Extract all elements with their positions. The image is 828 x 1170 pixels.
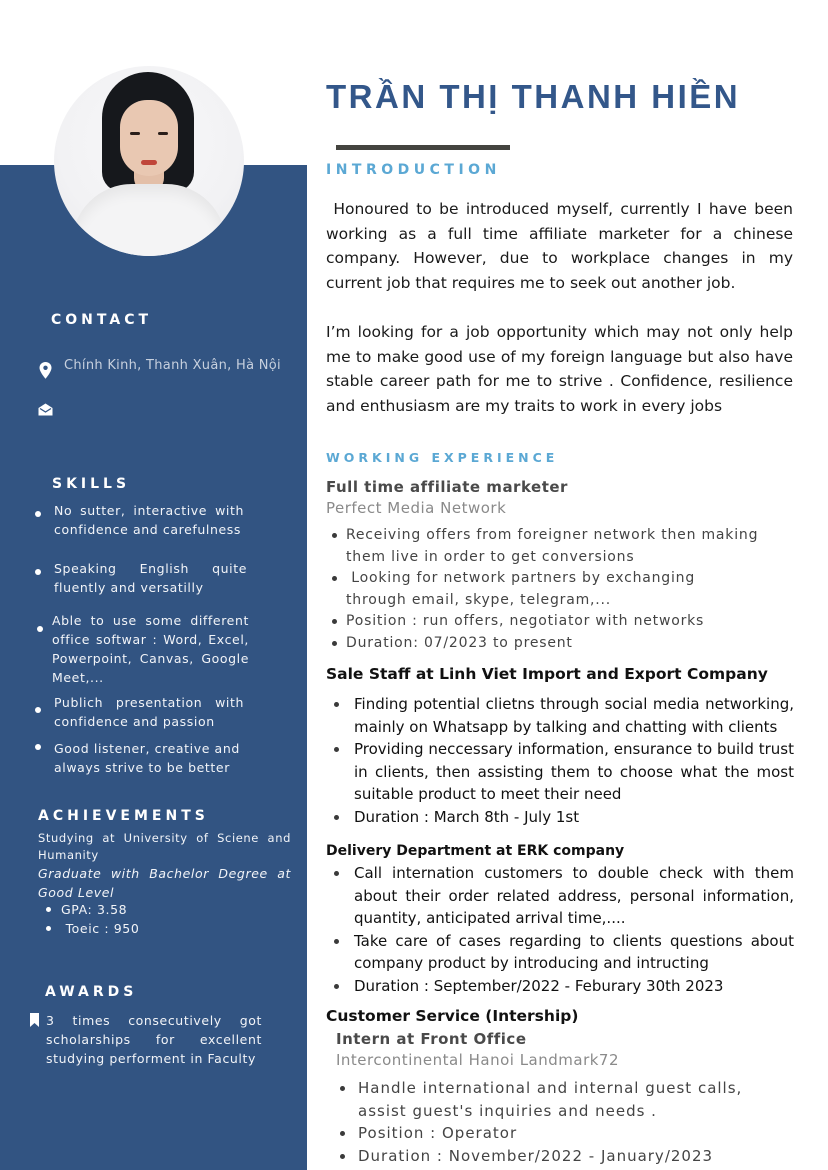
achievement-school: Studying at University of Sciene and Humanity: [38, 831, 291, 862]
achievement-degree: Graduate with Bachelor Degree at Good Level: [38, 866, 291, 900]
skill-item: Speaking English quite fluently and versatilly: [54, 561, 247, 595]
achievement-gpa: GPA: 3.58: [61, 902, 128, 917]
skills-heading: SKILLS: [52, 476, 131, 492]
experience-heading: WORKING EXPERIENCE: [326, 450, 559, 465]
bullet-icon: [46, 926, 51, 931]
contact-heading: CONTACT: [51, 312, 153, 328]
job-bullet: Duration : September/2022 - Feburary 30th 2023: [330, 975, 794, 998]
awards-heading: AWARDS: [45, 984, 138, 1000]
bullet-icon: [46, 907, 51, 912]
envelope-icon: [38, 403, 53, 416]
profile-photo: [54, 66, 244, 256]
job-title: Customer Service (Intership): [326, 1007, 579, 1025]
job-title: Sale Staff at Linh Viet Import and Export Company: [326, 665, 768, 683]
job-bullets: [330, 693, 794, 828]
bullet-icon: [35, 744, 41, 750]
job-title: Full time affiliate marketer: [326, 478, 568, 496]
job-bullets: [330, 862, 794, 997]
bullet-icon: [35, 707, 41, 713]
achievements-heading: ACHIEVEMENTS: [38, 808, 209, 824]
introduction-paragraph-1: Honoured to be introduced myself, currently I have been working as a full time affiliate marketer for a chinese company. However, due to workplace changes in my current job that requires me to seek out another job.: [326, 200, 798, 292]
skill-item: Good listener, creative and always strive to be better: [54, 741, 240, 775]
job-bullet: Duration : March 8th - July 1st: [330, 806, 794, 829]
job-bullets: [336, 1077, 796, 1167]
skill-item: No sutter, interactive with confidence and carefulness: [54, 503, 244, 537]
achievement-toeic: Toeic : 950: [61, 921, 140, 936]
introduction-paragraph-2: I’m looking for a job opportunity which may not only help me to make good use of my foreign language but also have stable career path for me to strive . Confidence, resilience and enthusiasm are my traits to work in every jobs: [326, 323, 793, 415]
job-bullet: Take care of cases regarding to clients questions about company product by introducing and intructing: [330, 930, 794, 975]
job-title: Delivery Department at ERK company: [326, 843, 625, 859]
job-bullet: Finding potential clietns through social media networking, mainly on Whatsapp by talking and chatting with clients: [330, 693, 794, 738]
contact-address: Chính Kinh, Thanh Xuân, Hà Nội: [64, 358, 281, 373]
job-subtitle: Intern at Front Office: [336, 1030, 527, 1048]
job-bullet: Duration: 07/2023 to present: [330, 633, 800, 655]
bullet-icon: [35, 569, 41, 575]
job-company: Perfect Media Network: [326, 499, 507, 517]
award-text: 3 times consecutively got scholarships for excellent studying performent in Faculty: [46, 1013, 262, 1066]
title-divider: [336, 145, 510, 150]
job-bullet: Receiving offers from foreigner network then making them live in order to get conversions: [330, 525, 800, 568]
job-bullet: Looking for network partners by exchanging through email, skype, telegram,...: [330, 568, 756, 611]
skill-item: Publich presentation with confidence and passion: [54, 695, 244, 729]
contact-email[interactable]: [64, 402, 272, 416]
location-pin-icon: [39, 362, 52, 379]
job-bullet: Call internation customers to double check with them about their order related address, personal information, quantity, anticipated arrival time,....: [330, 862, 794, 930]
job-bullet: Position : Operator: [336, 1122, 796, 1145]
job-bullet: Providing neccessary information, ensurance to build trust in clients, then assisting them to choose what the most suitable product to meet their need: [330, 738, 794, 806]
skill-item: Able to use some different office softwar : Word, Excel, Powerpoint, Canvas, Google Meet,...: [52, 613, 249, 685]
job-bullet: Position : run offers, negotiator with networks: [330, 611, 800, 633]
job-bullets: [330, 525, 800, 654]
bullet-icon: [37, 626, 43, 632]
candidate-name: TRẦN THỊ THANH HIỀN: [326, 78, 741, 115]
bookmark-icon: [30, 1013, 39, 1027]
bullet-icon: [35, 511, 41, 517]
job-bullet: Duration : November/2022 - January/2023: [336, 1145, 796, 1168]
introduction-heading: INTRODUCTION: [326, 162, 501, 178]
job-company: Intercontinental Hanoi Landmark72: [336, 1051, 620, 1069]
job-bullet: Handle international and internal guest calls, assist guest's inquiries and needs .: [336, 1077, 796, 1122]
